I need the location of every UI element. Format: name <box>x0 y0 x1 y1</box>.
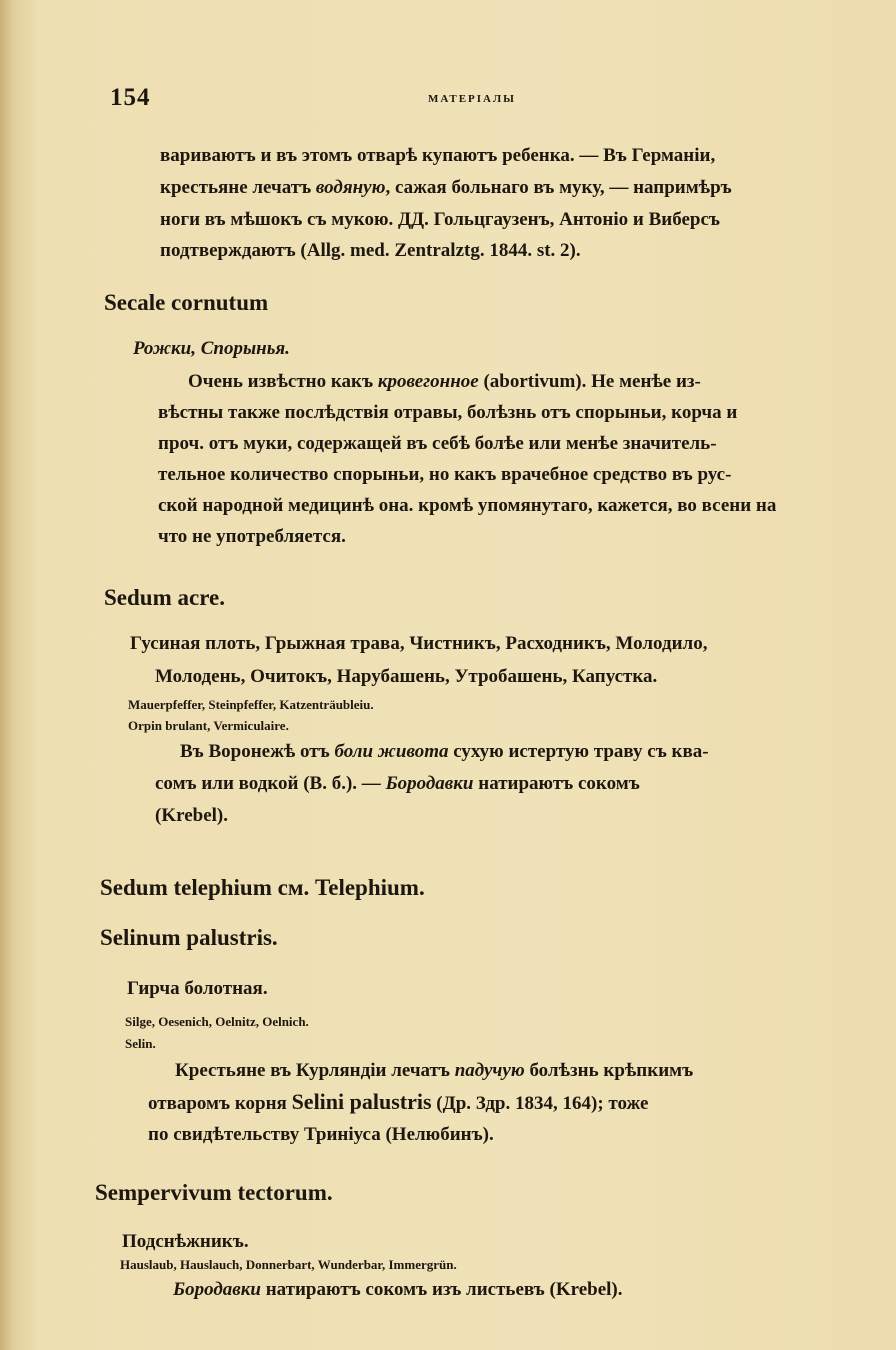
text-line: проч. отъ муки, содержащей въ себѣ болѣе или менѣе значитель- <box>158 433 717 454</box>
entry-heading: Sedum telephium см. Telephium. <box>100 875 425 900</box>
text-line: Бородавки натираютъ сокомъ изъ листьевъ (Krebel). <box>173 1279 623 1300</box>
russian-names: Рожки, Спорынья. <box>133 338 290 359</box>
text-line: ской народной медицинѣ она. кромѣ упомянутаго, кажется, во всени на <box>158 495 777 516</box>
german-names: Hauslaub, Hauslauch, Donnerbart, Wunderbar, Immergrün. <box>120 1257 457 1272</box>
text-line: ноги въ мѣшокъ съ мукою. ДД. Гольцгаузенъ, Антоніо и Виберсъ <box>160 209 720 230</box>
entry-heading: Selinum palustris. <box>100 925 278 950</box>
german-names: Mauerpfeffer, Steinpfeffer, Katzenträubleiu. <box>128 697 374 712</box>
entry-heading: Sempervivum tectorum. <box>95 1180 333 1205</box>
french-names: Orpin brulant, Vermiculaire. <box>128 718 289 733</box>
text-line: Въ Воронежѣ отъ боли живота сухую истертую траву съ ква- <box>180 741 709 762</box>
page-number: 154 <box>110 84 151 111</box>
text-line: Крестьяне въ Курляндіи лечатъ падучую болѣзнь крѣпкимъ <box>175 1060 694 1081</box>
russian-names: Молодень, Очитокъ, Нарубашень, Утробашень, Капустка. <box>155 666 658 687</box>
french-names: Selin. <box>125 1036 156 1051</box>
text-line: сомъ или водкой (В. б.). — Бородавки натираютъ сокомъ <box>155 773 640 794</box>
running-head: МАТЕРІАЛЫ <box>428 93 516 105</box>
text-line: вариваютъ и въ этомъ отварѣ купаютъ ребенка. — Въ Германіи, <box>160 145 716 166</box>
german-names: Silge, Oesenich, Oelnitz, Oelnich. <box>125 1014 309 1029</box>
text-line: по свидѣтельству Триніуса (Нелюбинъ). <box>148 1124 494 1145</box>
text-line: тельное количество спорыньи, но какъ врачебное средство въ рус- <box>158 464 732 485</box>
text-line: подтверждаютъ (Allg. med. Zentralztg. 1844. st. 2). <box>160 240 581 261</box>
text-line: крестьяне лечатъ водяную, сажая больнаго въ муку, — напримѣръ <box>160 177 732 198</box>
entry-heading: Sedum acre. <box>104 585 225 610</box>
russian-names: Гирча болотная. <box>127 978 268 999</box>
entry-heading: Secale cornutum <box>104 290 269 315</box>
text-line: вѣстны также послѣдствія отравы, болѣзнь отъ спорыньи, корча и <box>158 402 738 423</box>
russian-names: Подснѣжникъ. <box>122 1231 249 1252</box>
text-line: Очень извѣстно какъ кровегонное (abortivum). Не менѣе из- <box>188 371 701 392</box>
text-line: что не употребляется. <box>158 526 346 547</box>
text-line: (Krebel). <box>155 805 228 826</box>
text-line: отваромъ корня Selini palustris (Др. Здр. 1834, 164); тоже <box>148 1089 649 1114</box>
russian-names: Гусиная плоть, Грыжная трава, Чистникъ, Расходникъ, Молодило, <box>130 633 708 654</box>
